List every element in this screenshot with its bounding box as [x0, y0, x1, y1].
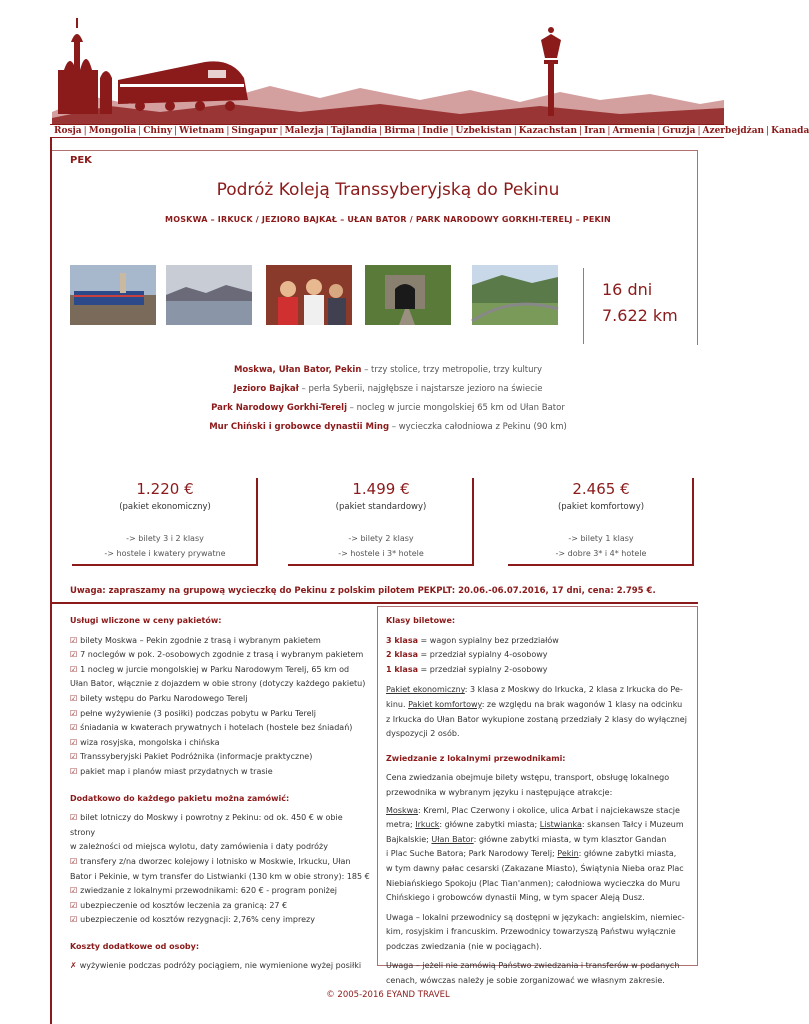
package-detail: -> dobre 3* i 4* hotele — [555, 549, 647, 558]
trip-route: MOSKWA – IRKUCK / JEZIORO BAJKAŁ – UŁAN BATOR / PARK NARODOWY GORKHI-TERELJ – PEKIN — [165, 215, 611, 224]
class-row: 1 klasa = przedział sypialny 2-osobowy — [386, 664, 548, 674]
country-link[interactable]: Rosja — [54, 126, 82, 136]
package-detail: -> hostele i kwatery prywatne — [104, 549, 226, 558]
trip-stats — [583, 268, 697, 344]
list-item: ☑ ubezpieczenie od kosztów leczenia za granicą: 27 € — [70, 900, 288, 910]
trip-days: 16 dni — [602, 280, 653, 299]
country-link[interactable]: Birma — [384, 126, 416, 136]
list-item: ☑ transfery z/na dworzec kolejowy i lotnisko w Moskwie, Irkucku, Ułan — [70, 856, 351, 866]
warning-line: podczas zwiedzania (nie w pociągach). — [386, 941, 542, 951]
guide-line: metra; Irkuck: główne zabytki miasta; Listwianka: skansen Tałcy i Muzeum — [386, 820, 684, 830]
highlight-line: Moskwa, Ułan Bator, Pekin – trzy stolice, trzy metropolie, trzy kultury — [233, 365, 543, 375]
checkbox-icon: ☑ — [70, 650, 78, 660]
checkbox-icon: ☑ — [70, 635, 78, 645]
footer-copyright: © 2005-2016 EYAND TRAVEL — [326, 990, 450, 1000]
country-link[interactable]: Uzbekistan — [455, 126, 512, 136]
package-detail: -> bilety 3 i 2 klasy — [126, 534, 204, 543]
guide-line: Bajkalskie; Ułan Bator: główne zabytki miasta, w tym klasztor Gandan — [386, 834, 667, 844]
included-heading: Usługi wliczone w ceny pakietów: — [70, 616, 222, 625]
country-separator: | — [513, 126, 517, 136]
list-item: Bator i Pekinie, w tym transfer do Listwianki (130 km w obie strony): 185 € — [70, 871, 370, 881]
country-link[interactable]: Indie — [422, 126, 449, 136]
country-separator: | — [279, 126, 283, 136]
side-rule — [50, 138, 52, 1024]
country-link[interactable]: Gruzja — [662, 126, 696, 136]
cross-icon: ✗ — [70, 961, 77, 971]
note-rule — [52, 602, 698, 604]
checkbox-icon: ☑ — [70, 766, 78, 776]
package-name: (pakiet komfortowy) — [557, 502, 645, 512]
package-detail: -> hostele i 3* hotele — [338, 549, 424, 558]
country-separator: | — [417, 126, 421, 136]
extras-heading: Dodatkowo do każdego pakietu można zamówić: — [70, 793, 290, 803]
eco-note: Pakiet ekonomiczny: 3 klasa z Moskwy do Irkucka, 2 klasa z Irkucka do Pe- — [386, 685, 683, 695]
country-link[interactable]: Singapur — [231, 126, 278, 136]
guides-intro: przewodnika w wybranym języku i następujące atrakcje: — [386, 787, 613, 797]
country-link[interactable]: Mongolia — [88, 126, 137, 136]
package-price: 1.220 € — [136, 480, 194, 498]
package-price: 1.499 € — [352, 480, 410, 498]
photo-lake — [166, 265, 252, 325]
trip-distance: 7.622 km — [602, 306, 678, 325]
country-link[interactable]: Chiny — [143, 126, 173, 136]
header-banner — [0, 0, 724, 124]
guide-line: Chińskiego i grobowców dynastii Ming, w tym spacer Aleją Dusz. — [386, 893, 645, 903]
country-separator: | — [174, 126, 178, 136]
list-item: ☑ 1 nocleg w jurcie mongolskiej w Parku Narodowym Terelj, 65 km od — [70, 664, 350, 674]
costs-list — [70, 959, 370, 974]
country-link[interactable]: Malezja — [284, 126, 324, 136]
checkbox-icon: ☑ — [70, 708, 78, 718]
list-item: ☑ bilety Moskwa – Pekin zgodnie z trasą i wybranym pakietem — [70, 635, 321, 645]
guides-heading: Zwiedzanie z lokalnymi przewodnikami: — [386, 753, 566, 763]
country-separator: | — [379, 126, 383, 136]
photo-train — [70, 265, 156, 325]
list-item: w zależności od miejsca wylotu, daty zamówienia i daty podróży — [70, 842, 328, 852]
photo-travelers — [266, 265, 352, 325]
country-separator: | — [138, 126, 142, 136]
warning-line: kim, rosyjskim i francuskim. Przewodnicy towarzyszą Państwu wyłącznie — [386, 927, 676, 937]
warning-line: Uwaga – jeżeli nie zamówią Państwo zwiedzania i transferów w podanych — [386, 961, 680, 971]
checkbox-icon: ☑ — [70, 664, 78, 674]
warning-line: Uwaga – lokalni przewodnicy są dostępni w językach: angielskim, niemiec- — [386, 912, 685, 922]
list-item: ☑ pełne wyżywienie (3 posiłki) podczas pobytu w Parku Terelj — [70, 708, 317, 718]
warning-line: cenach, wówczas należy je sobie zorganizować we własnym zakresie. — [386, 976, 665, 986]
package-economy — [72, 478, 258, 566]
checkbox-icon: ☑ — [70, 752, 78, 762]
country-separator: | — [226, 126, 230, 136]
list-item: ☑ śniadania w kwaterach prywatnych i hotelach (hostele bez śniadań) — [70, 723, 353, 733]
checkbox-icon: ☑ — [70, 723, 78, 733]
photo-railway-curve — [472, 265, 558, 325]
package-price: 2.465 € — [572, 480, 630, 498]
right-column — [386, 614, 694, 989]
checkbox-icon: ☑ — [70, 886, 78, 896]
country-link[interactable]: Kanada — [771, 126, 809, 136]
country-separator: | — [83, 126, 87, 136]
country-link[interactable]: Kazachstan — [518, 126, 578, 136]
comfort-note: dyspozycji 2 osób. — [386, 729, 460, 739]
list-item: ☑ zwiedzanie z lokalnymi przewodnikami: 620 € - program poniżej — [70, 886, 337, 896]
train-skyline-illustration — [0, 0, 724, 124]
checkbox-icon: ☑ — [70, 813, 78, 823]
package-name: (pakiet standardowy) — [335, 502, 427, 512]
list-item: ☑ ubezpieczenie od kosztów rezygnacji: 2,76% ceny imprezy — [70, 915, 315, 925]
list-item: ☑ wiza rosyjska, mongolska i chińska — [70, 737, 220, 747]
trip-title: Podróż Koleją Transsyberyjską do Pekinu — [216, 180, 560, 200]
guide-line: Moskwa: Kreml, Plac Czerwony i okolice, ulica Arbat i najciekawsze stacje — [386, 805, 680, 815]
package-standard — [288, 478, 474, 566]
country-separator: | — [579, 126, 583, 136]
highlight-line: Park Narodowy Gorkhi-Terelj – nocleg w jurcie mongolskiej 65 km od Ułan Bator — [211, 403, 565, 413]
country-link[interactable]: Iran — [584, 126, 606, 136]
checkbox-icon: ☑ — [70, 856, 78, 866]
trip-code: PEK — [70, 155, 92, 166]
group-trip-note: Uwaga: zapraszamy na grupową wycieczkę do Pekinu z polskim pilotem PEKPLT: 20.06.-06.07.2016, 17 dni, cena: 2.795 €. — [70, 586, 656, 596]
classes-heading: Klasy biletowe: — [386, 616, 456, 625]
checkbox-icon: ☑ — [70, 900, 78, 910]
country-separator: | — [766, 126, 770, 136]
list-item: ☑ pakiet map i planów miast przydatnych w trasie — [70, 766, 273, 776]
highlight-line: Jezioro Bajkał – perła Syberii, najgłębsze i najstarsze jezioro na świecie — [233, 384, 543, 394]
list-item: Ułan Bator, włącznie z dojazdem w obie strony (dotyczy każdego pakietu) — [70, 679, 366, 689]
highlight-line: Mur Chiński i grobowce dynastii Ming – wycieczka całodniowa z Pekinu (90 km) — [209, 422, 567, 432]
costs-heading: Koszty dodatkowe od osoby: — [70, 941, 200, 951]
country-separator: | — [450, 126, 454, 136]
list-item: ✗ wyżywienie podczas podróży pociągiem, nie wymienione wyżej posiłki — [70, 961, 362, 971]
country-nav — [50, 124, 809, 138]
list-item: ☑ 7 noclegów w pok. 2-osobowych zgodnie z trasą i wybranym pakietem — [70, 650, 364, 660]
package-detail: -> bilety 2 klasy — [348, 534, 414, 543]
package-comfort — [508, 478, 694, 566]
guide-line: Niebiańskiego Spokoju (Plac Tian'anmen); całodniowa wycieczka do Muru — [386, 878, 681, 888]
country-link[interactable]: Wietnam — [179, 126, 225, 136]
guides-intro: Cena zwiedzania obejmuje bilety wstępu, transport, obsługę lokalnego — [386, 773, 670, 783]
country-separator: | — [325, 126, 329, 136]
guide-line: w tym dawny pałac cesarski (Zakazane Miasto), Świątynia Nieba oraz Plac — [386, 863, 684, 873]
list-item: ☑ bilety wstępu do Parku Narodowego Terelj — [70, 693, 248, 703]
extras-list — [70, 811, 370, 928]
country-separator: | — [607, 126, 611, 136]
eco-note-cont: kinu. Pakiet komfortowy: ze względu na brak wagonów 1 klasy na odcinku — [386, 699, 683, 709]
package-detail: -> bilety 1 klasy — [568, 534, 634, 543]
country-link[interactable]: Armenia — [612, 126, 656, 136]
country-separator: | — [697, 126, 701, 136]
class-row: 2 klasa = przedział sypialny 4-osobowy — [386, 650, 548, 660]
country-separator: | — [657, 126, 661, 136]
class-row: 3 klasa = wagon sypialny bez przedziałów — [386, 635, 559, 645]
checkbox-icon: ☑ — [70, 693, 78, 703]
country-link[interactable]: Tajlandia — [330, 126, 378, 136]
country-link[interactable]: Azerbejdżan — [702, 126, 765, 136]
list-item: ☑ bilet lotniczy do Moskwy i powrotny z Pekinu: od ok. 450 € w obie strony — [70, 813, 343, 837]
package-name: (pakiet ekonomiczny) — [119, 502, 211, 512]
list-item: ☑ Transsyberyjski Pakiet Podróżnika (informacje praktyczne) — [70, 752, 313, 762]
included-list — [70, 634, 370, 780]
guide-line: i Plac Suche Batora; Park Narodowy Terelj; Pekin: główne zabytki miasta, — [386, 849, 677, 859]
comfort-note: z Irkucka do Ułan Bator wykupione zostaną przedziały 2 klasy do wyłącznej — [386, 714, 687, 724]
photo-tunnel — [365, 265, 451, 325]
checkbox-icon: ☑ — [70, 915, 78, 925]
checkbox-icon: ☑ — [70, 737, 78, 747]
left-column — [70, 614, 370, 974]
card-frame-top — [52, 150, 698, 151]
